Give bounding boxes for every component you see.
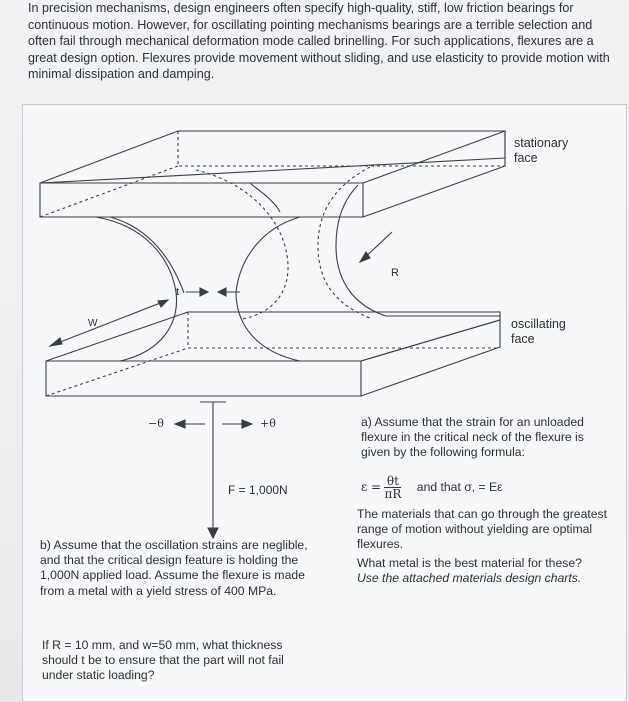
- part-a-question: What metal is the best material for these?: [357, 556, 582, 570]
- oscillating-face-label: oscillating face: [511, 317, 566, 346]
- formula-fraction: [384, 475, 401, 500]
- materials-text: The materials that can go through the greatest range of motion without yielding are optimal flexures.: [357, 507, 607, 552]
- formula-rhs: and that σ, = Eε: [416, 479, 503, 494]
- force-label: F = 1,000N: [228, 483, 288, 497]
- oscillating-hidden-edge-2: [46, 348, 188, 396]
- neck-top-left-curve: [250, 183, 280, 212]
- pos-theta-label: +θ: [260, 417, 276, 430]
- neg-theta-label: −θ: [148, 417, 164, 430]
- intro-paragraph: In precision mechanisms, design engineers often specify high-quality, stiff, low friction bearings for continuous motion. However, for oscillating pointing mechanisms bearings are a terrible selection and often fail through mechanical deformation mode called brinelling. For such applications, flexures are a great design option. Flexures provide movement without sliding, and use elasticity to provide motion with minimal dissipation and damping.: [28, 1, 610, 82]
- thickness-label: t: [176, 286, 180, 298]
- oscillating-block-top: [46, 312, 500, 361]
- neck-left-arc-upper: [110, 217, 184, 293]
- neck-rear-right: [318, 167, 370, 318]
- formula-lhs: ε =: [361, 479, 382, 494]
- part-a-text: a) Assume that the strain for an unloaded flexure in the critical neck of the flexure is given by the following formula:: [361, 415, 584, 460]
- stationary-face-label: stationary face: [514, 136, 569, 165]
- stationary-hidden-edge-2: [40, 166, 178, 217]
- stationary-block-front: [40, 183, 363, 217]
- part-b-question: If R = 10 mm, and w=50 mm, what thickness should t be to ensure that the part will not fail under static loading?: [42, 638, 284, 683]
- neck-right-outline: [336, 185, 500, 316]
- neck-front-right: [236, 217, 300, 361]
- strain-formula: [361, 475, 611, 501]
- oscillating-block-front: [46, 361, 361, 396]
- part-a-hint: Use the attached materials design charts.: [357, 571, 582, 585]
- radius-label: R: [391, 267, 399, 279]
- part-b-text: b) Assume that the oscillation strains are neglible, and that the critical design feature is holding the 1,000N applied load. Assume the flexure is made from a metal with a yield stress of 400 MPa.: [40, 538, 308, 598]
- stationary-block-side: [363, 131, 505, 217]
- neck-rear-left: [196, 170, 288, 319]
- width-label: W: [88, 318, 98, 329]
- oscillating-hidden-edge: [188, 312, 500, 348]
- formula-denominator: πR: [384, 487, 402, 501]
- formula-numerator: θt: [384, 475, 401, 488]
- oscillating-block-side: [361, 320, 500, 396]
